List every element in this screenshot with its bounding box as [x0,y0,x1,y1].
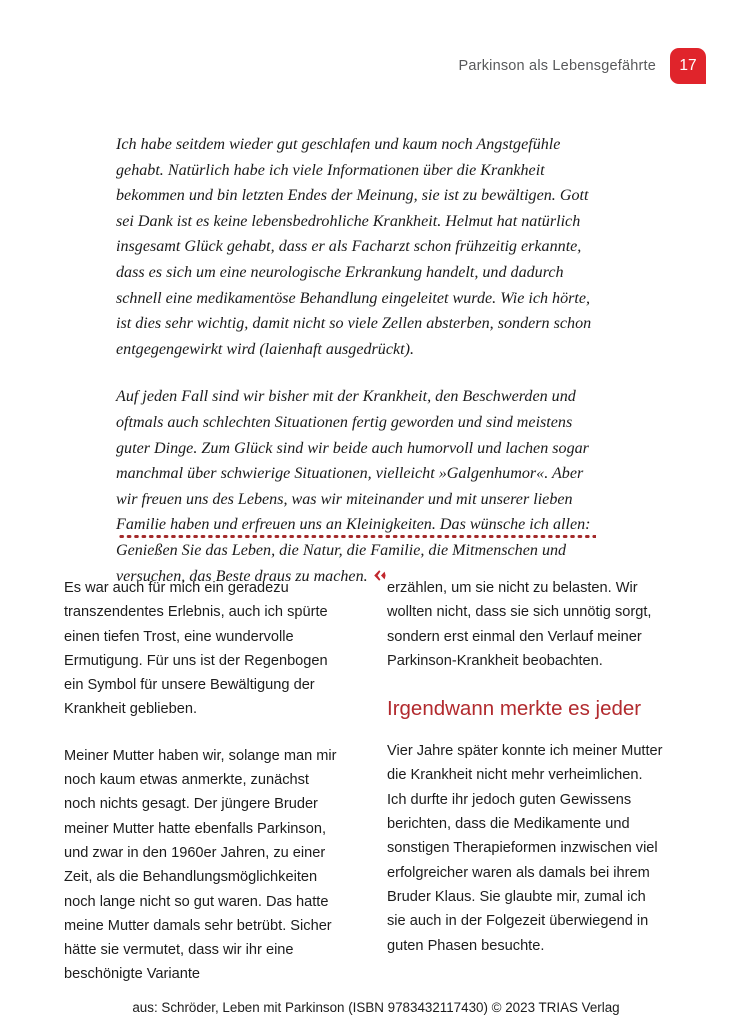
left-column-paragraph-1: Es war auch für mich ein geradezu transzendentes Erlebnis, auch ich spürte einen tiefen Trost, eine wundervolle Ermutigung. Für uns ist der Regenbogen ein Symbol für unsere Bewältigung der Krankheit geblieben. [64,580,328,718]
body-columns [64,576,688,987]
left-column-paragraph-2: Meiner Mutter haben wir, solange man mir noch kaum etwas anmerkte, zunächst noch nichts gesagt. Der jüngere Bruder meiner Mutter hatte ebenfalls Parkinson, und zwar in den 1960er Jahren, zu einer Zeit, als die Behandlungsmöglichkeiten noch lange nicht so gut waren. Das hatte meine Mutter damals sehr betrübt. Sicher hätte sie vermutet, dass wir ihr eine beschönigte Variante [64,747,337,983]
page-number-badge: 17 [670,48,706,84]
running-head [459,48,706,84]
testimonial-quote-block [116,132,596,589]
right-column [387,576,664,987]
right-column-paragraph-1: erzählen, um sie nicht zu belasten. Wir wollten nicht, dass sie sich unnötig sorgt, sondern erst einmal den Verlauf meiner Parkinson-Krankheit beobachten. [387,580,652,669]
quote-paragraph-2-text: Auf jeden Fall sind wir bisher mit der Krankheit, den Beschwerden und oftmals auch schlechten Situationen fertig geworden und sind meistens guter Dinge. Zum Glück sind wir beide auch humorvoll und lachen sogar manchmal über schwierige Situationen, vielleicht »Galgenhumor«. Aber wir freuen uns des Lebens, was wir miteinander und mit unserer lieben Familie haben und erfreuen uns an Kleinigkeiten. Das wünsche ich allen: Genießen Sie das Leben, die Natur, die Familie, die Mitmenschen und versuchen, das Beste draus zu machen. [116,388,591,585]
section-heading: Irgendwann merkte es jeder [387,697,642,721]
footer-source-line: aus: Schröder, Leben mit Parkinson (ISBN 9783432117430) © 2023 TRIAS Verlag [132,1000,620,1015]
dotted-divider [118,534,596,539]
running-head-title: Parkinson als Lebensgefährte [458,57,656,74]
left-column [64,576,341,987]
quote-paragraph-1: Ich habe seitdem wieder gut geschlafen und kaum noch Angstgefühle gehabt. Natürlich habe ich viele Informationen über die Krankheit bekommen und bin letzten Endes der Meinung, sie ist zu bewältigen. Gott sei Dank ist es keine lebensbedrohliche Krankheit. Helmut hat natürlich insgesamt Glück gehabt, dass er als Facharzt schon frühzeitig erkannte, dass es sich um eine neurologische Erkrankung handelt, und dadurch schnell eine medikamentöse Behandlung eingeleitet wurde. Wie ich hörte, ist dies sehr wichtig, damit nicht so viele Zellen absterben, sondern schon entgegengewirkt wird (laienhaft ausgedrückt). [116,136,592,358]
quote-paragraph-2 [116,384,596,589]
right-column-paragraph-2: Vier Jahre später konnte ich meiner Mutter die Krankheit nicht mehr verheimlichen. Ich durfte ihr jedoch guten Gewissens berichten, dass die Medikamente und sonstigen Therapieformen inzwischen viel erfolgreicher waren als damals bei ihrem Bruder Klaus. Sie glaubte mir, zumal ich sie auch in der Folgezeit überwiegend in guten Phasen besuchte. [387,743,663,954]
